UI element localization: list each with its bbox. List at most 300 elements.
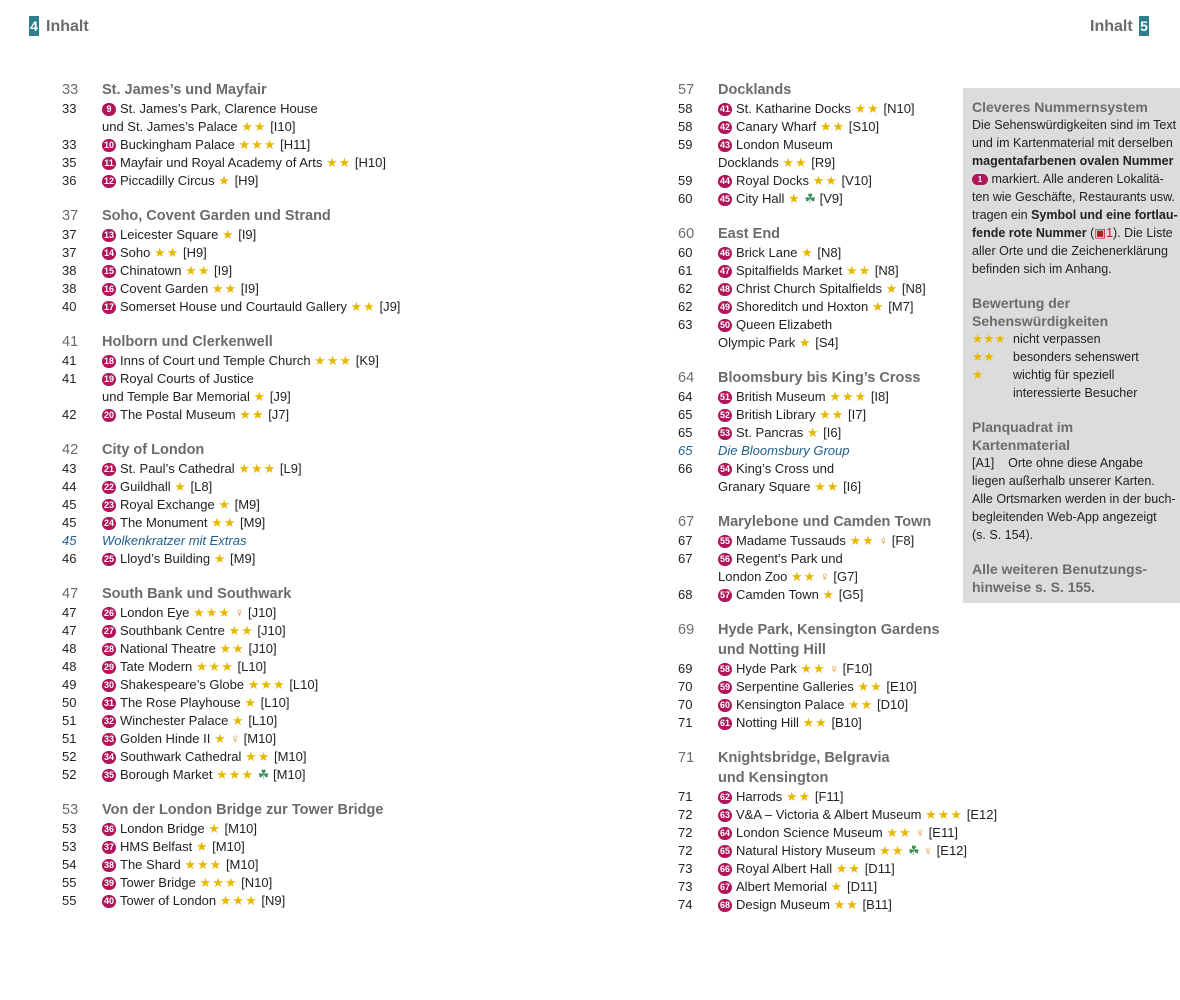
section-heading xyxy=(678,224,960,244)
entry-body xyxy=(102,352,622,370)
rating-stars: ★★★ xyxy=(238,461,277,476)
sight-number-badge: 13 xyxy=(104,230,115,240)
entry-body xyxy=(102,172,622,190)
toc-entry[interactable] xyxy=(62,550,622,568)
section-page-number: 69 xyxy=(678,622,695,638)
toc-entry[interactable] xyxy=(62,838,622,856)
toc-entry[interactable] xyxy=(678,586,960,604)
grid-explanation: Planquadrat im Kartenmaterial [A1] Orte ohne diese Angabe liegen außerhalb unserer Karten. Alle Ortsmarken werden in der buch- begleitenden Web-App angezeigt (s. S. 154). xyxy=(972,419,1176,542)
sight-number-badge: 9 xyxy=(102,103,116,116)
map-grid-reference: [J10] xyxy=(248,605,277,620)
rating-stars: ★★★ xyxy=(925,807,964,822)
toc-entry[interactable] xyxy=(678,842,968,860)
entry-body xyxy=(718,696,960,714)
entry-body xyxy=(718,244,960,262)
map-grid-reference: [H9] xyxy=(234,173,259,188)
section-title: East End xyxy=(718,226,781,242)
entry-name: Serpentine Galleries xyxy=(736,679,854,694)
section-title: Hyde Park, Kensington Gardens und Notting Hill xyxy=(718,622,940,658)
map-grid-reference: [H11] xyxy=(280,137,311,152)
sight-number-badge: 62 xyxy=(720,792,731,802)
rating-stars: ★ xyxy=(253,389,267,404)
map-grid-reference: [F10] xyxy=(842,661,873,676)
entry-page-number: 33 xyxy=(62,101,77,116)
map-grid-reference: [J7] xyxy=(268,407,290,422)
entry-page-number: 62 xyxy=(678,299,693,314)
entry-body xyxy=(102,514,622,532)
shopping-icon: ☘ xyxy=(254,767,270,782)
toc-section xyxy=(62,80,622,190)
entry-page-number: 61 xyxy=(678,263,693,278)
entry-body xyxy=(102,820,622,838)
entry-page-number: 72 xyxy=(678,843,693,858)
map-grid-reference: [M7] xyxy=(888,299,914,314)
sight-number-badge: 19 xyxy=(104,374,115,384)
toc-entry[interactable] xyxy=(62,730,622,748)
toc-section xyxy=(678,620,960,732)
entry-page-number: 72 xyxy=(678,825,693,840)
right-toc-column xyxy=(678,80,998,930)
map-grid-reference: [L10] xyxy=(289,677,319,692)
section-heading xyxy=(62,440,622,460)
entry-page-number: 72 xyxy=(678,807,693,822)
toc-entry[interactable] xyxy=(62,172,622,190)
rating-stars: ★★ xyxy=(819,119,846,134)
entry-page-number: 67 xyxy=(678,533,693,548)
entry-name: Royal Courts of Justice xyxy=(120,371,254,386)
toc-entry[interactable] xyxy=(678,298,960,316)
entry-body xyxy=(102,694,622,712)
entry-body xyxy=(102,730,622,748)
section-page-number: 41 xyxy=(62,334,79,350)
entry-body xyxy=(718,136,960,172)
left-running-head: Inhalt xyxy=(46,18,89,35)
map-grid-reference: [B11] xyxy=(862,897,892,912)
toc-entry[interactable] xyxy=(678,136,960,172)
map-grid-reference: [V10] xyxy=(841,173,872,188)
entry-name: The Postal Museum xyxy=(120,407,236,422)
entry-name: HMS Belfast xyxy=(120,839,193,854)
section-page-number: 64 xyxy=(678,370,695,386)
toc-entry[interactable] xyxy=(62,352,622,370)
map-grid-reference: [S4] xyxy=(815,335,839,350)
toc-entry[interactable] xyxy=(62,676,622,694)
rating-stars: ★ xyxy=(885,281,899,296)
sight-number-badge: 29 xyxy=(104,662,115,672)
entry-body xyxy=(102,298,622,316)
entry-page-number: 60 xyxy=(678,191,693,206)
toc-entry[interactable] xyxy=(62,694,622,712)
section-heading xyxy=(62,206,622,226)
rating-stars: ★★★ xyxy=(199,875,238,890)
toc-entry[interactable] xyxy=(678,262,960,280)
map-grid-reference: [N9] xyxy=(261,893,286,908)
toc-entry[interactable] xyxy=(62,100,622,136)
toc-entry[interactable] xyxy=(62,406,622,424)
sight-number-badge: 63 xyxy=(720,810,731,820)
entry-page-number: 55 xyxy=(62,875,77,890)
entry-body xyxy=(102,676,622,694)
entry-page-number: 50 xyxy=(62,695,77,710)
sight-number-badge: 16 xyxy=(104,284,115,294)
entry-body xyxy=(102,892,622,910)
entry-page-number: 70 xyxy=(678,679,693,694)
toc-entry[interactable] xyxy=(62,244,622,262)
entry-name: Harrods xyxy=(736,789,783,804)
section-title: Marylebone und Camden Town xyxy=(718,514,932,530)
sight-number-badge: 34 xyxy=(104,752,115,762)
entry-body xyxy=(718,896,960,914)
sight-number-badge: 44 xyxy=(720,176,731,186)
rating-stars: ★ xyxy=(213,551,227,566)
entry-page-number: 62 xyxy=(678,281,693,296)
map-grid-reference: [I9] xyxy=(240,281,259,296)
toc-entry[interactable] xyxy=(62,136,622,154)
rating-stars: ★ xyxy=(244,695,257,710)
entry-name: Lloyd’s Building xyxy=(120,551,211,566)
sight-number-badge: 50 xyxy=(720,320,731,330)
toc-entry[interactable] xyxy=(62,658,622,676)
rating-stars: ★★ xyxy=(350,299,376,314)
section-title: Docklands xyxy=(718,82,792,98)
section-page-number: 33 xyxy=(62,82,79,98)
toc-entry[interactable] xyxy=(678,896,960,914)
entry-body xyxy=(718,442,960,460)
toc-entry[interactable] xyxy=(678,406,960,424)
section-heading xyxy=(62,584,622,604)
sight-number-badge: 40 xyxy=(104,896,115,906)
map-grid-reference: [J9] xyxy=(269,389,291,404)
entry-body xyxy=(102,838,622,856)
rating-stars: ★★ xyxy=(879,843,905,858)
rating-stars: ★★ xyxy=(833,897,859,912)
sight-number-badge: 52 xyxy=(720,410,731,420)
rating-stars: ★★ xyxy=(800,661,826,676)
toc-section xyxy=(62,584,622,784)
section-title: Holborn und Clerkenwell xyxy=(102,334,273,350)
toc-entry[interactable] xyxy=(678,172,960,190)
entry-page-number: 55 xyxy=(62,893,77,908)
toc-entry[interactable] xyxy=(62,856,622,874)
sight-number-badge: 22 xyxy=(104,482,115,492)
toc-entry[interactable] xyxy=(678,824,960,842)
entry-name: Mayfair und Royal Academy of Arts xyxy=(120,155,323,170)
rating-stars: ★★ xyxy=(845,263,872,278)
entry-body xyxy=(102,280,622,298)
entry-name: Natural History Museum xyxy=(736,843,876,858)
sight-number-badge: 49 xyxy=(720,302,731,312)
sight-number-badge: 57 xyxy=(720,590,731,600)
section-page-number: 37 xyxy=(62,208,79,224)
toc-entry[interactable] xyxy=(678,860,960,878)
entry-body xyxy=(718,172,960,190)
entry-body xyxy=(718,280,960,298)
entry-page-number: 53 xyxy=(62,821,77,836)
toc-entry[interactable] xyxy=(678,190,960,208)
map-grid-reference: [F8] xyxy=(891,533,915,548)
map-grid-reference: [H9] xyxy=(182,245,207,260)
entry-page-number: 42 xyxy=(62,407,77,422)
sight-number-badge: 28 xyxy=(104,644,115,654)
toc-entry[interactable] xyxy=(62,748,622,766)
entry-page-number: 45 xyxy=(62,497,77,512)
toc-entry[interactable] xyxy=(678,100,960,118)
entry-page-number: 46 xyxy=(62,551,77,566)
toc-entry[interactable] xyxy=(62,478,622,496)
entry-page-number: 37 xyxy=(62,227,77,242)
map-grid-reference: [N10] xyxy=(883,101,915,116)
entry-page-number: 74 xyxy=(678,897,693,912)
map-grid-reference: [E12] xyxy=(966,807,998,822)
entry-page-number: 63 xyxy=(678,317,693,332)
toc-entry[interactable] xyxy=(678,244,960,262)
sight-number-badge: 39 xyxy=(104,878,115,888)
map-grid-reference: [B10] xyxy=(831,715,862,730)
map-grid-reference: [N8] xyxy=(874,263,899,278)
toc-entry[interactable] xyxy=(678,460,960,496)
toc-entry[interactable] xyxy=(62,226,622,244)
map-grid-reference: [R9] xyxy=(811,155,836,170)
entry-name: London Museum xyxy=(736,137,833,152)
toc-entry[interactable] xyxy=(678,660,960,678)
entry-body xyxy=(718,100,960,118)
entry-body xyxy=(102,640,622,658)
rating-stars: ★★ xyxy=(782,155,808,170)
sight-number-badge: 53 xyxy=(720,428,731,438)
sight-number-badge: 55 xyxy=(720,536,731,546)
entry-name: Regent’s Park und xyxy=(736,551,843,566)
toc-entry[interactable] xyxy=(62,460,622,478)
sight-number-badge: 46 xyxy=(720,248,731,258)
toc-entry[interactable] xyxy=(678,806,998,824)
toc-entry[interactable] xyxy=(62,874,622,892)
entry-body xyxy=(718,806,997,824)
sight-number-badge: 17 xyxy=(104,302,115,312)
sight-number-badge: 25 xyxy=(104,554,115,564)
toc-section xyxy=(62,206,622,316)
toc-entry[interactable] xyxy=(678,316,960,352)
rating-stars: ★★ xyxy=(241,119,267,134)
toc-section xyxy=(678,368,960,496)
rating-stars: ★★ xyxy=(802,715,828,730)
rating-stars: ★★★ xyxy=(216,767,255,782)
toc-entry[interactable] xyxy=(62,622,622,640)
numbering-explanation xyxy=(972,98,1178,278)
sight-number-badge: 38 xyxy=(104,860,115,870)
legend-sidebar xyxy=(963,88,1180,603)
toc-section xyxy=(62,332,622,424)
map-grid-reference: [M9] xyxy=(240,515,266,530)
map-grid-reference: [M9] xyxy=(234,497,260,512)
entry-name: Piccadilly Circus xyxy=(120,173,215,188)
sight-number-badge: 35 xyxy=(104,770,115,780)
entry-page-number: 52 xyxy=(62,749,77,764)
map-grid-reference: [D11] xyxy=(864,861,895,876)
toc-entry[interactable] xyxy=(62,280,622,298)
entry-page-number: 41 xyxy=(62,371,77,386)
entry-name: Southbank Centre xyxy=(120,623,225,638)
entry-name: Madame Tussauds xyxy=(736,533,846,548)
toc-entry[interactable] xyxy=(62,712,622,730)
entry-name: Albert Memorial xyxy=(736,879,828,894)
entry-name: V&A – Victoria & Albert Museum xyxy=(736,807,922,822)
toc-entry[interactable] xyxy=(62,370,622,406)
rating-stars: ★ xyxy=(221,227,235,242)
map-grid-reference: [I8] xyxy=(870,389,889,404)
toc-entry[interactable] xyxy=(678,678,960,696)
entry-name: Southwark Cathedral xyxy=(120,749,242,764)
toc-entry[interactable] xyxy=(62,496,622,514)
entry-name: St. Katharine Docks xyxy=(736,101,851,116)
entry-name: London Eye xyxy=(120,605,190,620)
left-toc-column xyxy=(62,80,622,926)
entry-name: St. Paul’s Cathedral xyxy=(120,461,235,476)
rating-stars: ★★ xyxy=(886,825,912,840)
map-grid-reference: [L10] xyxy=(237,659,267,674)
toc-entry[interactable] xyxy=(678,696,960,714)
toc-entry[interactable] xyxy=(678,424,960,442)
toc-entry[interactable] xyxy=(62,514,622,532)
entry-body xyxy=(718,262,960,280)
sight-number-badge: 42 xyxy=(720,122,731,132)
toc-entry[interactable] xyxy=(62,820,622,838)
entry-page-number: 41 xyxy=(62,353,77,368)
right-page-number-tab: 5 xyxy=(1140,18,1148,34)
toc-entry[interactable] xyxy=(62,640,622,658)
entry-body xyxy=(102,856,622,874)
sight-number-badge: 14 xyxy=(104,248,115,258)
entry-page-number: 45 xyxy=(62,533,77,548)
entry-name: Hyde Park xyxy=(736,661,797,676)
entry-name: London Bridge xyxy=(120,821,205,836)
map-grid-reference: [J10] xyxy=(248,641,277,656)
section-heading xyxy=(62,800,622,820)
rating-stars: ★★ xyxy=(857,679,883,694)
family-icon: ♀ xyxy=(231,605,245,620)
entry-name: Buckingham Palace xyxy=(120,137,235,152)
rating-stars: ★★ xyxy=(849,533,875,548)
toc-entry[interactable] xyxy=(678,714,960,732)
toc-entry[interactable] xyxy=(678,788,960,806)
toc-entry[interactable] xyxy=(678,878,960,896)
rating-stars: ★ xyxy=(822,587,836,602)
toc-entry[interactable] xyxy=(678,388,960,406)
section-heading xyxy=(678,512,960,532)
sight-number-badge: 15 xyxy=(104,266,115,276)
box-topic-entry[interactable] xyxy=(62,532,622,550)
toc-entry[interactable] xyxy=(678,118,960,136)
toc-entry[interactable] xyxy=(62,154,622,172)
map-grid-reference: [N10] xyxy=(241,875,273,890)
entry-page-number: 49 xyxy=(62,677,77,692)
toc-section xyxy=(678,512,960,604)
entry-page-number: 71 xyxy=(678,715,693,730)
entry-body xyxy=(102,460,622,478)
entry-name: The Monument xyxy=(120,515,208,530)
map-grid-reference: [G7] xyxy=(833,569,858,584)
section-title: Knightsbridge, Belgravia und Kensington xyxy=(718,750,890,786)
entry-name: Covent Garden xyxy=(120,281,209,296)
section-page-number: 42 xyxy=(62,442,79,458)
entry-page-number: 51 xyxy=(62,731,77,746)
entry-body xyxy=(718,388,960,406)
more-info-note: Alle weiteren Benutzungs- hinweise s. S. 155. xyxy=(972,561,1148,595)
entry-body xyxy=(718,298,960,316)
rating-stars: ★ xyxy=(174,479,187,494)
toc-entry[interactable] xyxy=(62,892,622,910)
entry-name: King’s Cross und xyxy=(736,461,835,476)
toc-entry[interactable] xyxy=(62,604,622,622)
toc-entry[interactable] xyxy=(62,766,622,784)
entry-body xyxy=(102,532,622,550)
map-grid-reference: [M10] xyxy=(224,821,258,836)
box-topic-entry[interactable] xyxy=(678,442,960,460)
rating-stars: ★★ xyxy=(848,697,874,712)
toc-entry[interactable] xyxy=(62,262,622,280)
entry-name: The Rose Playhouse xyxy=(120,695,241,710)
entry-name: Soho xyxy=(120,245,151,260)
section-title: Bloomsbury bis King’s Cross xyxy=(718,370,921,386)
map-grid-reference: [I10] xyxy=(270,119,296,134)
entry-body xyxy=(102,244,622,262)
entry-name: Tate Modern xyxy=(120,659,193,674)
entry-name: Brick Lane xyxy=(736,245,798,260)
toc-entry[interactable] xyxy=(678,532,960,550)
entry-name: The Shard xyxy=(120,857,181,872)
rating-stars: ★ xyxy=(830,879,844,894)
entry-name: Docklands xyxy=(718,155,779,170)
rating-stars: ★ xyxy=(788,191,801,206)
toc-entry[interactable] xyxy=(678,280,960,298)
rating-stars: ★ xyxy=(801,245,814,260)
sight-number-badge: 20 xyxy=(104,410,115,420)
shopping-icon: ☘ xyxy=(904,843,920,858)
sight-number-badge: 27 xyxy=(104,626,115,636)
sight-number-badge: 61 xyxy=(720,718,731,728)
sight-number-badge: 59 xyxy=(720,682,731,692)
rating-two-stars: ★★ besonders sehenswert xyxy=(972,350,1139,364)
sight-number-badge: 67 xyxy=(720,882,731,892)
entry-body xyxy=(718,678,960,696)
family-icon: ♀ xyxy=(226,731,241,746)
entry-body xyxy=(102,622,622,640)
toc-section xyxy=(678,80,960,208)
left-page-number-tab: 4 xyxy=(30,18,38,34)
map-grid-reference: [I6] xyxy=(843,479,862,494)
rating-stars: ★ xyxy=(218,497,231,512)
rating-stars: ★★ xyxy=(211,281,238,296)
toc-entry[interactable] xyxy=(678,550,960,586)
map-grid-reference: [L10] xyxy=(248,713,278,728)
section-page-number: 60 xyxy=(678,226,695,242)
entry-name: Borough Market xyxy=(120,767,213,782)
toc-entry[interactable] xyxy=(62,298,622,316)
entry-page-number: 59 xyxy=(678,137,693,152)
section-title: Soho, Covent Garden und Strand xyxy=(102,208,331,224)
section-title: Von der London Bridge zur Tower Bridge xyxy=(102,802,384,818)
rating-stars: ★★★ xyxy=(247,677,286,692)
entry-page-number: 65 xyxy=(678,443,693,458)
section-heading xyxy=(62,80,622,100)
entry-body xyxy=(102,136,622,154)
sight-number-badge: 11 xyxy=(102,157,116,170)
entry-name: Christ Church Spitalfields xyxy=(736,281,882,296)
entry-name: British Museum xyxy=(736,389,826,404)
map-grid-reference: [L10] xyxy=(260,695,290,710)
entry-body xyxy=(718,118,960,136)
entry-name: Inns of Court und Temple Church xyxy=(120,353,311,368)
sight-number-badge: 21 xyxy=(104,464,115,474)
